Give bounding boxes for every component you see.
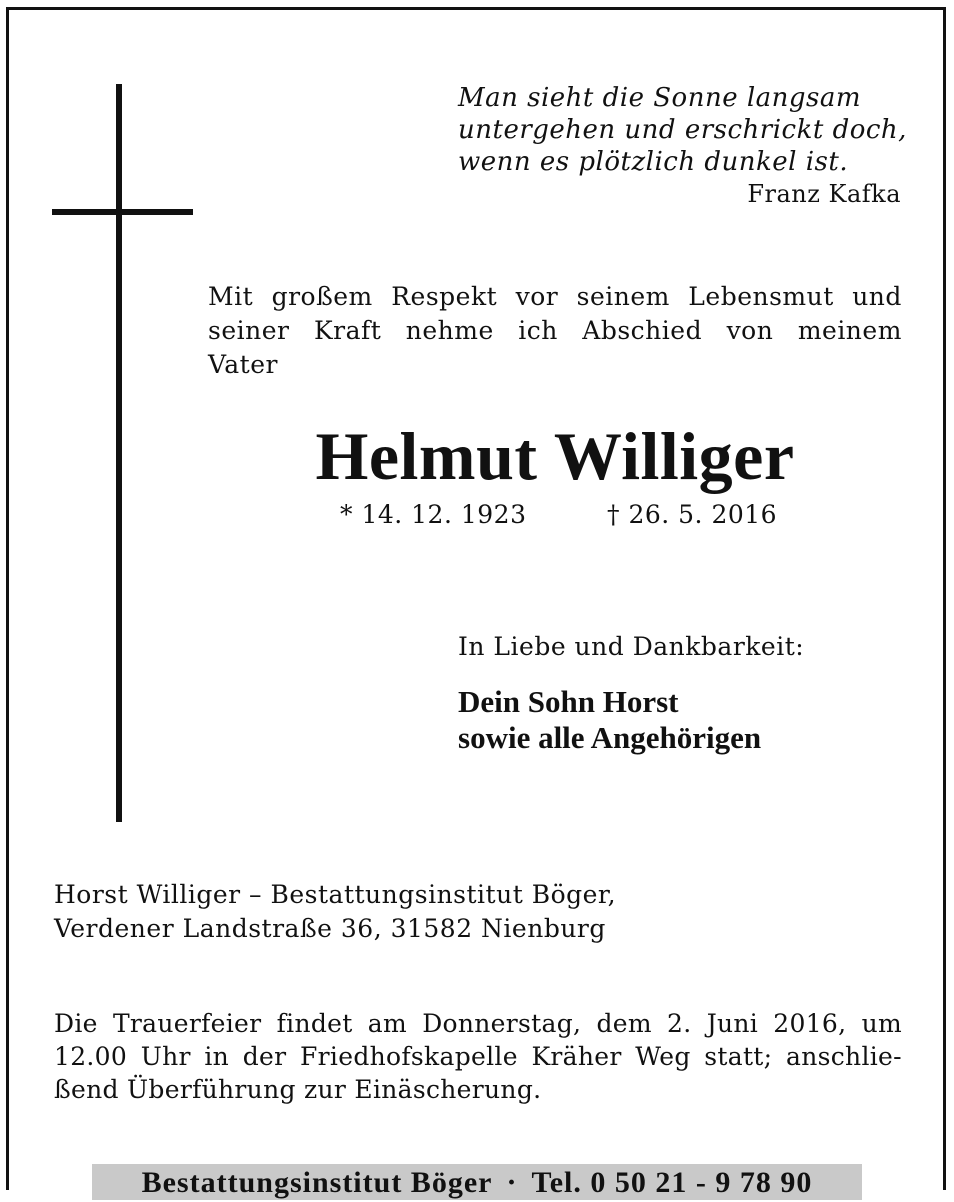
word: Lebensmut [688, 282, 834, 311]
word: großem [271, 282, 373, 311]
word: der [242, 1042, 287, 1071]
word: dem [596, 1009, 652, 1038]
intro-line-2 [208, 314, 902, 348]
word: von [726, 316, 774, 345]
death-date: † 26. 5. 2016 [607, 500, 778, 529]
address-line-1: Horst Williger – Bestattungsinstitut Böger, [54, 880, 617, 909]
footer-company: Bestattungsinstitut Böger [141, 1166, 493, 1199]
word: meinem [797, 316, 902, 345]
address-block [54, 878, 616, 946]
word: findet [276, 1009, 353, 1038]
word: Die [54, 1009, 98, 1038]
word: am [367, 1009, 407, 1038]
word: anschlie- [786, 1042, 902, 1071]
word: 12.00 [54, 1042, 128, 1071]
word: 2016, [773, 1009, 847, 1038]
word: Mit [208, 282, 254, 311]
word: Abschied [582, 316, 703, 345]
word: Weg [635, 1042, 691, 1071]
quote-line: Man sieht die Sonne langsam [458, 83, 862, 113]
word: um [861, 1009, 902, 1038]
footer-text [92, 1164, 862, 1200]
footer-phone: Tel. 0 50 21 - 9 78 90 [531, 1166, 813, 1199]
address-line-2: Verdener Landstraße 36, 31582 Nienburg [54, 914, 606, 943]
word: Kräher [531, 1042, 622, 1071]
ceremony-line-3: ßend Überführung zur Einäscherung. [54, 1075, 542, 1104]
word: in [204, 1042, 230, 1071]
quote-line: wenn es plötzlich dunkel ist. [458, 147, 849, 177]
word: ich [518, 316, 558, 345]
word: Trauerfeier [112, 1009, 262, 1038]
word: Donnerstag, [422, 1009, 582, 1038]
intro-line-1 [208, 280, 902, 314]
thanks-line: In Liebe und Dankbarkeit: [458, 632, 805, 661]
intro-line-3: Vater [208, 350, 278, 379]
cross-icon-vertical [116, 84, 122, 822]
word: Juni [706, 1009, 759, 1038]
mourner-son: Dein Sohn Horst [458, 684, 679, 719]
word: statt; [704, 1042, 773, 1071]
cross-icon-horizontal [52, 209, 193, 215]
word: seiner [208, 316, 290, 345]
ceremony-line-1 [54, 1007, 902, 1040]
word: und [852, 282, 902, 311]
word: 2. [667, 1009, 692, 1038]
mourner-relatives: sowie alle Angehörigen [458, 720, 762, 755]
birth-date: * 14. 12. 1923 [340, 500, 527, 529]
word: Respekt [391, 282, 498, 311]
intro-text [208, 280, 902, 382]
quote-author: Franz Kafka [747, 180, 901, 208]
footer-separator: · [506, 1166, 518, 1199]
word: nehme [405, 316, 494, 345]
ceremony-text [54, 1007, 902, 1106]
deceased-name: Helmut Williger [315, 418, 795, 494]
ceremony-line-2 [54, 1040, 902, 1073]
mourners-block [458, 684, 761, 756]
quote-line: untergehen und erschrickt doch, [458, 115, 907, 145]
word: seinem [576, 282, 670, 311]
kafka-quote [458, 82, 907, 178]
word: Uhr [140, 1042, 191, 1071]
word: Kraft [313, 316, 382, 345]
word: vor [515, 282, 559, 311]
word: Friedhofskapelle [300, 1042, 518, 1071]
